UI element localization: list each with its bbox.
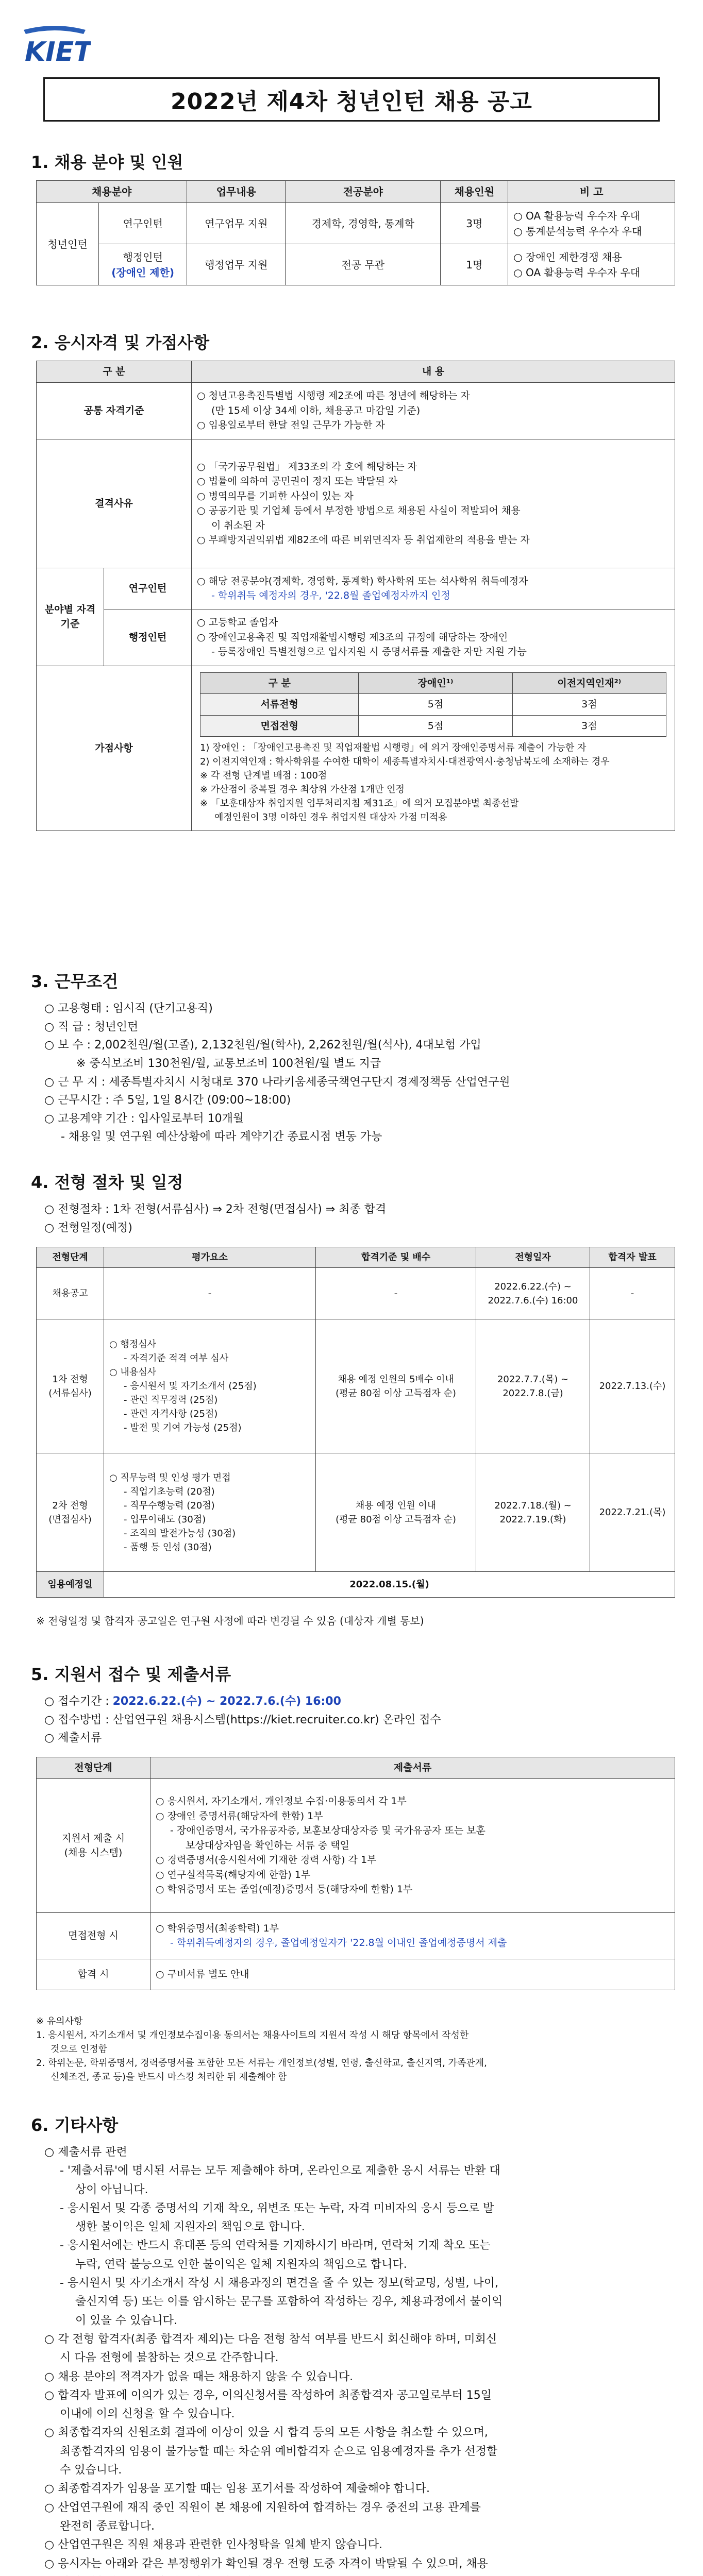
line: 신체조건, 종교 등)을 반드시 마스킹 처리한 뒤 제출해야 함 xyxy=(51,2072,287,2082)
table-row xyxy=(37,1268,675,1319)
line: - 직업기초능력 (20점) xyxy=(124,1486,215,1497)
start-value: 2022.08.15.(월) xyxy=(104,1572,675,1598)
field-label: 행정인턴 xyxy=(123,250,163,263)
line: (서류심사) xyxy=(48,1387,92,1399)
line: ○ 전형일정(예정) xyxy=(44,1221,132,1234)
line: 2022.7.7.(목) ~ xyxy=(497,1374,569,1385)
recruitment-table xyxy=(36,180,675,285)
line: ○ 보 수 : 2,002천원/월(고졸), 2,132천원/월(학사), 2,262천원/월(석사), 4대보험 가입 xyxy=(44,1039,481,1052)
line: 2022.7.6.(수) 16:00 xyxy=(488,1295,578,1306)
line: ○ 전형절차 : 1차 전형(서류심사) ⇒ 2차 전형(면접심사) ⇒ 최종 합격 xyxy=(44,1203,387,1216)
misc-item: 생한 불이익은 일체 지원자의 책임으로 합니다. xyxy=(75,2221,305,2234)
disq-label: 결격사유 xyxy=(37,439,192,568)
misc-item: 이내에 이의 신청을 할 수 있습니다. xyxy=(60,2408,235,2421)
cell: 3점 xyxy=(512,715,666,737)
line: ○ 직 급 : 청년인턴 xyxy=(44,1020,139,1033)
misc-item: ○ 산업연구원은 직원 채용과 관련한 인사청탁을 일체 받지 않습니다. xyxy=(44,2538,382,2552)
line: - 학위취득 예정자의 경우, '22.8월 졸업예정자까지 인정 xyxy=(211,590,450,601)
kiet-logo-graphic xyxy=(19,25,91,71)
header-cell: 장애인¹⁾ xyxy=(359,672,512,694)
period-label: ○ 접수기간 : xyxy=(44,1695,113,1708)
cell xyxy=(476,1319,590,1453)
misc-item: 이 있을 수 있습니다. xyxy=(75,2314,177,2327)
header-cell: 전형단계 xyxy=(37,1757,150,1779)
line: ○ 병역의무를 기피한 사실이 있는 자 xyxy=(196,490,354,502)
header-cell: 전공분야 xyxy=(286,181,441,203)
research-content xyxy=(191,568,675,609)
misc-item: ○ 응시자는 아래와 같은 부정행위가 확인될 경우 전형 도중 자격이 박탈될 수 있으며, 채용 xyxy=(44,2557,488,2570)
cell: 5점 xyxy=(359,715,512,737)
cell xyxy=(104,1319,316,1453)
line: ○ 고용계약 기간 : 입사일로부터 10개월 xyxy=(44,1112,244,1125)
table-row xyxy=(37,203,675,244)
line: - 자격기준 적격 여부 심사 xyxy=(124,1353,229,1364)
bonus-notes xyxy=(200,741,666,824)
line: - 관련 직무경력 (25점) xyxy=(124,1395,218,1405)
cell xyxy=(316,1453,476,1572)
work-cell: 행정업무 지원 xyxy=(187,244,286,285)
line: ○ 공공기관 및 기업체 등에서 부정한 방법으로 채용된 사실이 적발되어 채용 xyxy=(196,505,521,516)
cell: - xyxy=(316,1268,476,1319)
line: 1. 응시원서, 자기소개서 및 개인정보수집이용 동의서는 채용사이트의 지원서 작성 시 해당 항목에서 작성한 xyxy=(36,2030,469,2041)
line: ○ 부패방지권익위법 제82조에 따른 비위면직자 등 취업제한의 적용을 받는 자 xyxy=(196,534,530,546)
line: ○ 고등학교 졸업자 xyxy=(196,617,278,629)
documents-table xyxy=(36,1757,675,1990)
line: (평균 80점 이상 고득점자 순) xyxy=(336,1387,456,1399)
misc-item: 출신지역 등) 또는 이를 암시하는 문구를 포함하여 작성하는 경우, 채용과정에서 불이익 xyxy=(75,2295,503,2309)
line: ○ 행정심사 xyxy=(109,1339,156,1350)
cell: 5점 xyxy=(359,694,512,716)
line: 2) 이전지역인재 : 학사학위를 수여한 대학이 세종특별자치시·대전광역시·충청남북도에 소재하는 경우 xyxy=(199,756,610,767)
remarks-cell xyxy=(508,244,675,285)
line: ○ 장애인고용촉진 및 직업재활법시행령 제3조의 규정에 해당하는 장애인 xyxy=(196,631,508,643)
line: ○ 고용형태 : 임시직 (단기고용직) xyxy=(44,1002,213,1015)
line: - 관련 자격사항 (25점) xyxy=(124,1409,218,1419)
table-row xyxy=(200,715,666,737)
section-6-heading: 6. 기타사항 xyxy=(31,2115,119,2135)
cell: 합격 시 xyxy=(37,1959,150,1990)
misc-item: 최종합격자의 임용이 불가능할 때는 차순위 예비합격자 순으로 임용예정자를 추가 선정할 xyxy=(60,2445,498,2458)
line: ○ 장애인 증명서류(해당자에 한함) 1부 xyxy=(156,1810,323,1822)
misc-item: ○ 제출서류 관련 xyxy=(44,2146,127,2159)
table-header-row xyxy=(37,181,675,203)
table-row xyxy=(37,382,675,439)
cell: ○ 구비서류 별도 안내 xyxy=(150,1959,675,1990)
line: ※ 중식보조비 130천원/월, 교통보조비 100천원/월 별도 지급 xyxy=(76,1057,381,1070)
line: 예정인원이 3명 이하인 경우 취업지원 대상자 가점 미적용 xyxy=(214,812,447,823)
cell: 2022.7.13.(수) xyxy=(590,1319,675,1453)
cell xyxy=(476,1268,590,1319)
line: - 발전 및 기여 가능성 (25점) xyxy=(124,1422,242,1433)
count-cell: 3명 xyxy=(441,203,508,244)
line: ○ 「국가공무원법」 제33조의 각 호에 해당하는 자 xyxy=(196,461,417,472)
table-row xyxy=(37,1778,675,1912)
line: - 응시원서 및 자기소개서 (25점) xyxy=(124,1381,257,1392)
bonus-label: 가점사항 xyxy=(37,666,192,831)
table-row xyxy=(37,1912,675,1959)
cell xyxy=(476,1453,590,1572)
line: - 등록장애인 특별전형으로 입사지원 시 증명서류를 제출한 자만 지원 가능 xyxy=(211,646,527,658)
line: ○ 청년고용촉진특별법 시행령 제2조에 따른 청년에 해당하는 자 xyxy=(196,390,470,402)
line: ○ 학위증명서 또는 졸업(예정)증명서 등(해당자에 한함) 1부 xyxy=(156,1884,413,1895)
line: ○ 근 무 지 : 세종특별자치시 시청대로 370 나라키움세종국책연구단지 경제정책동 산업연구원 xyxy=(44,1075,510,1089)
line: 채용 예정 인원 이내 xyxy=(355,1500,437,1511)
table-row xyxy=(37,439,675,568)
table-row xyxy=(37,1572,675,1598)
header-cell: 내 용 xyxy=(191,361,675,383)
misc-item: - 응시원서에는 반드시 휴대폰 등의 연락처를 기재하시기 바라며, 연락처 기재 착오 또는 xyxy=(60,2239,491,2252)
work-cell: 연구업무 지원 xyxy=(187,203,286,244)
misc-list xyxy=(44,2143,668,2576)
cell: 3점 xyxy=(512,694,666,716)
line: ○ 연구실적목록(해당자에 한함) 1부 xyxy=(156,1869,311,1880)
admin-content xyxy=(191,609,675,666)
misc-item: ○ 최종합격자가 임용을 포기할 때는 임용 포기서를 작성하여 제출해야 합니다. xyxy=(44,2482,430,2496)
line: 1차 전형 xyxy=(52,1374,88,1385)
line: 2022.7.18.(월) ~ xyxy=(494,1500,572,1511)
remark: ○ OA 활용능력 우수자 우대 xyxy=(513,266,641,279)
table-row xyxy=(37,609,675,666)
line: ○ 직무능력 및 인성 평가 면접 xyxy=(109,1472,231,1483)
page-title: 2022년 제4차 청년인턴 채용 공고 xyxy=(43,77,660,122)
line: ※ 각 전형 단계별 배점 : 100점 xyxy=(199,770,327,781)
line: - 품행 등 인성 (30점) xyxy=(124,1541,212,1553)
section-2-heading: 2. 응시자격 및 가점사항 xyxy=(31,333,210,352)
count-cell: 1명 xyxy=(441,244,508,285)
line: ○ 법률에 의하여 공민권이 정지 또는 박탈된 자 xyxy=(196,476,398,487)
line: ○ 접수방법 : 산업연구원 채용시스템(https://kiet.recruiter.co.kr) 온라인 접수 xyxy=(44,1713,441,1726)
research-label: 연구인턴 xyxy=(104,568,192,609)
line: ○ 제출서류 xyxy=(44,1732,102,1745)
line: 이 취소된 자 xyxy=(211,519,265,531)
work-conditions xyxy=(44,999,668,1146)
line: ○ 경력증명서(응시원서에 기재한 경력 사항) 각 1부 xyxy=(156,1854,377,1866)
header-cell: 구 분 xyxy=(37,361,192,383)
misc-item: 누락, 연락 불능으로 인한 불이익은 일체 지원자의 책임으로 합니다. xyxy=(75,2258,407,2271)
table-row xyxy=(37,1959,675,1990)
cell xyxy=(37,1778,150,1912)
qualification-table xyxy=(36,361,675,831)
line: - 조직의 발전가능성 (30점) xyxy=(124,1528,236,1539)
misc-item: ○ 최종합격자의 신원조회 결과에 이상이 있을 시 합격 등의 모든 사항을 취소할 수 있으며, xyxy=(44,2426,488,2439)
line: ○ 학위증명서(최종학력) 1부 xyxy=(156,1922,279,1934)
line: (평균 80점 이상 고득점자 순) xyxy=(336,1514,456,1525)
remarks-cell xyxy=(508,203,675,244)
start-label: 임용예정일 xyxy=(37,1572,104,1598)
schedule-table xyxy=(36,1247,675,1598)
line: ○ 근무시간 : 주 5일, 1일 8시간 (09:00~18:00) xyxy=(44,1094,291,1107)
line: - 업무이해도 (30점) xyxy=(124,1514,206,1525)
table-header-row xyxy=(37,1757,675,1779)
cell xyxy=(150,1778,675,1912)
line: ※ 유의사항 xyxy=(36,2016,83,2027)
period-line xyxy=(44,1692,668,1711)
line: (면접심사) xyxy=(48,1514,92,1525)
line: ○ 해당 전공분야(경제학, 경영학, 통계학) 학사학위 또는 석사학위 취득예정자 xyxy=(196,575,528,587)
misc-item: 완전히 종료합니다. xyxy=(60,2519,155,2533)
group-cell: 청년인턴 xyxy=(37,203,99,285)
line: 2022.7.8.(금) xyxy=(503,1387,563,1399)
cell xyxy=(316,1319,476,1453)
line: - 채용일 및 연구원 예산상황에 따라 계약기간 종료시점 변동 가능 xyxy=(61,1130,382,1144)
misc-item xyxy=(44,2573,668,2576)
admin-label: 행정인턴 xyxy=(104,609,192,666)
cell: - xyxy=(590,1268,675,1319)
header-cell: 채용인원 xyxy=(441,181,508,203)
line: - 직무수행능력 (20점) xyxy=(124,1500,215,1511)
header-cell: 합격기준 및 배수 xyxy=(316,1247,476,1268)
line: ※ 「보훈대상자 취업지원 업무처리지침 제31조」에 의거 모집분야별 최종선발 xyxy=(199,798,519,809)
line: 보상대상자임을 확인하는 서류 중 택일 xyxy=(186,1839,349,1851)
common-label: 공통 자격기준 xyxy=(37,382,192,439)
line: 2차 전형 xyxy=(52,1500,88,1511)
cell: 채용공고 xyxy=(37,1268,104,1319)
table-header-row xyxy=(37,361,675,383)
line: - 학위취득예정자의 경우, 졸업예정일자가 '22.8월 이내인 졸업예정증명서 제출 xyxy=(170,1937,507,1948)
application-info xyxy=(44,1692,668,1748)
header-cell: 채용분야 xyxy=(37,181,187,203)
field-label: 분야별 자격기준 xyxy=(37,568,104,666)
remark: ○ OA 활용능력 우수자 우대 xyxy=(513,209,641,222)
cell xyxy=(150,1912,675,1959)
cell: 면접전형 시 xyxy=(37,1912,150,1959)
process-intro xyxy=(44,1200,668,1237)
line: (채용 시스템) xyxy=(64,1847,123,1858)
header-cell: 제출서류 xyxy=(150,1757,675,1779)
line: ○ 응시원서, 자기소개서, 개인정보 수집·이용동의서 각 1부 xyxy=(156,1795,407,1807)
table-row xyxy=(200,694,666,716)
common-content xyxy=(191,382,675,439)
line: 2. 학위논문, 학위증명서, 경력증명서를 포함한 모든 서류는 개인정보(성별, 연령, 출신학교, 출신지역, 가족관계, xyxy=(36,2058,487,2069)
kiet-logo xyxy=(19,25,91,71)
table-row xyxy=(37,1453,675,1572)
cell xyxy=(37,1453,104,1572)
misc-item: ○ 합격자 발표에 이의가 있는 경우, 이의신청서를 작성하여 최종합격자 공고일로부터 15일 xyxy=(44,2388,492,2402)
cell: 2022.7.21.(목) xyxy=(590,1453,675,1572)
line: 1) 장애인 : 「장애인고용촉진 및 직업재활법 시행령」에 의거 장애인증명서류 제출이 가능한 자 xyxy=(199,742,587,753)
misc-item: ○ 각 전형 합격자(최종 합격자 제외)는 다음 전형 참석 여부를 반드시 회신해야 하며, 미회신 xyxy=(44,2332,497,2346)
cell: 면접전형 xyxy=(200,715,358,737)
header-cell: 전형일자 xyxy=(476,1247,590,1268)
header-cell: 합격자 발표 xyxy=(590,1247,675,1268)
section-1-heading: 1. 채용 분야 및 인원 xyxy=(31,152,183,172)
header-cell: 이전지역인재²⁾ xyxy=(512,672,666,694)
cell xyxy=(104,1453,316,1572)
line: 채용 예정 인원의 5배수 이내 xyxy=(338,1374,454,1385)
line: ○ 임용일로부터 한달 전일 근무가 가능한 자 xyxy=(196,419,385,431)
document-notes xyxy=(36,2014,660,2084)
misc-item: - '제출서류'에 명시된 서류는 모두 제출해야 하며, 온라인으로 제출한 응시 서류는 반환 대 xyxy=(60,2164,500,2178)
header-cell: 평가요소 xyxy=(104,1247,316,1268)
table-header-row xyxy=(200,672,666,694)
bonus-content xyxy=(191,666,675,831)
field-note: (장애인 제한) xyxy=(111,266,175,279)
table-header-row xyxy=(37,1247,675,1268)
table-row xyxy=(37,1319,675,1453)
table-row xyxy=(37,244,675,285)
misc-item: ○ 산업연구원에 재직 중인 직원이 본 채용에 지원하여 합격하는 경우 중전의 고용 관계를 xyxy=(44,2501,481,2514)
table-row xyxy=(37,568,675,609)
bonus-table xyxy=(200,672,666,737)
misc-item: 시 다음 전형에 불참하는 것으로 간주합니다. xyxy=(60,2351,279,2365)
period-value: 2022.6.22.(수) ~ 2022.7.6.(수) 16:00 xyxy=(112,1695,341,1708)
section-5-heading: 5. 지원서 접수 및 제출서류 xyxy=(31,1665,231,1684)
header-cell: 전형단계 xyxy=(37,1247,104,1268)
misc-item: 상이 아닙니다. xyxy=(75,2183,148,2196)
cell xyxy=(37,1319,104,1453)
header-cell: 비 고 xyxy=(508,181,675,203)
line: ※ 가산점이 중복될 경우 최상위 가산점 1개만 인정 xyxy=(199,784,405,795)
line: ○ 내용심사 xyxy=(109,1367,156,1378)
line: 것으로 인정함 xyxy=(51,2044,108,2055)
disq-content xyxy=(191,439,675,568)
table-row xyxy=(37,666,675,831)
remark: ○ 장애인 제한경쟁 채용 xyxy=(513,250,622,263)
misc-item: ○ 채용 분야의 적격자가 없을 때는 채용하지 않을 수 있습니다. xyxy=(44,2370,354,2383)
schedule-note: ※ 전형일정 및 합격자 공고일은 연구원 사정에 따라 변경될 수 있음 (대상자 개별 통보) xyxy=(36,1615,424,1627)
field-cell: 연구인턴 xyxy=(99,203,187,244)
line: 지원서 제출 시 xyxy=(61,1832,125,1844)
header-cell: 구 분 xyxy=(200,672,358,694)
cell: 서류전형 xyxy=(200,694,358,716)
line: 2022.7.19.(화) xyxy=(499,1514,566,1525)
cell: - xyxy=(104,1268,316,1319)
misc-item: - 응시원서 및 각종 증명서의 기재 착오, 위변조 또는 누락, 자격 미비자의 응시 등으로 발 xyxy=(60,2201,494,2215)
section-3-heading: 3. 근무조건 xyxy=(31,972,119,991)
line: 2022.6.22.(수) ~ xyxy=(494,1281,572,1292)
misc-item: - 응시원서 및 자기소개서 작성 시 채용과정의 편견을 줄 수 있는 정보(학교명, 성별, 나이, xyxy=(60,2277,498,2290)
field-cell xyxy=(99,244,187,285)
misc-item: 수 있습니다. xyxy=(60,2464,122,2477)
line: - 장애인증명서, 국가유공자증, 보훈보상대상자증 및 국가유공자 또는 보훈 xyxy=(170,1825,486,1837)
line: (만 15세 이상 34세 이하, 채용공고 마감일 기준) xyxy=(211,404,421,416)
section-4-heading: 4. 전형 절차 및 일정 xyxy=(31,1173,183,1192)
header-cell: 업무내용 xyxy=(187,181,286,203)
remark: ○ 통계분석능력 우수자 우대 xyxy=(513,225,642,238)
major-cell: 전공 무관 xyxy=(286,244,441,285)
logo-text: KIET xyxy=(25,37,91,67)
major-cell: 경제학, 경영학, 통계학 xyxy=(286,203,441,244)
